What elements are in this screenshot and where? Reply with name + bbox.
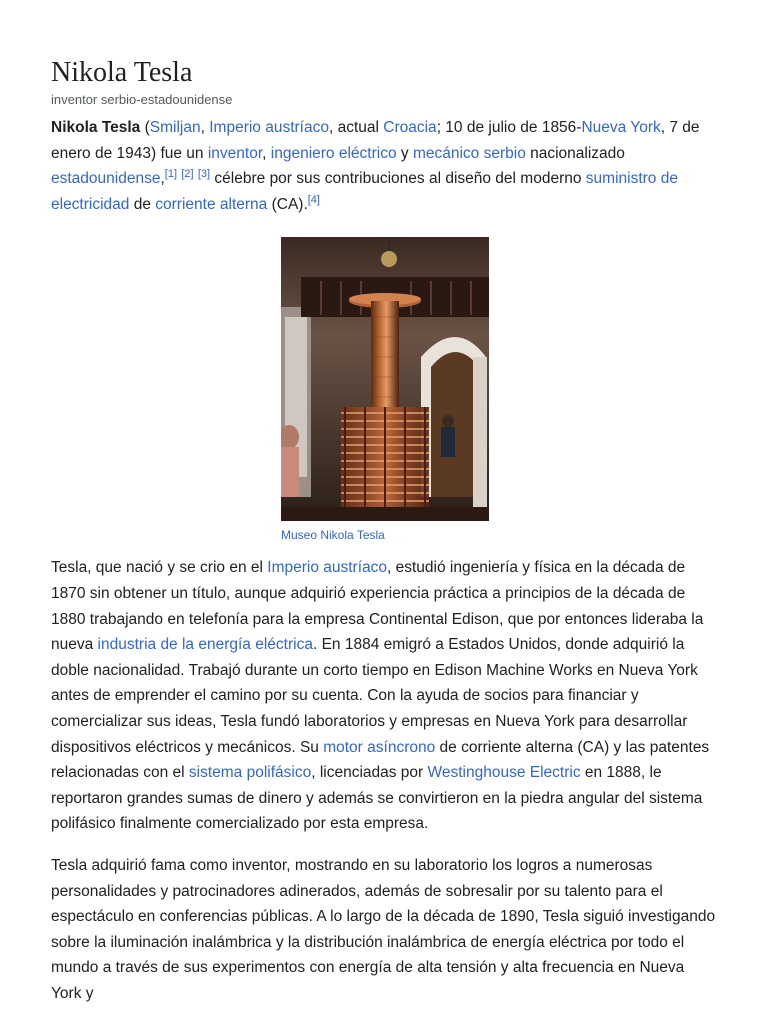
reference-link-1[interactable]: [1]	[164, 168, 178, 181]
link-motor-asincrono[interactable]: motor asíncrono	[323, 738, 436, 756]
lead-paragraph	[51, 115, 717, 217]
tesla-coil-photo[interactable]	[281, 237, 489, 521]
link-estadounidense[interactable]: estadounidense	[51, 170, 161, 188]
text-span: nacionalizado	[525, 144, 625, 162]
text-span: , estudió ingeniería y física en la década de 1870 sin obtener un título, aunque adquirió experiencia práctica a principios de la década de 1880 trabajando en telefonía para la empresa Continental Edison, que por entonces lideraba la nueva	[51, 559, 704, 654]
link-mecanico-serbio[interactable]: mecánico serbio	[412, 144, 526, 162]
paragraph-2	[51, 555, 717, 837]
reference-4	[308, 194, 320, 206]
text-span: de	[129, 195, 156, 213]
text-span: en 1888, le reportaron grandes sumas de dinero y además se convirtieron en la piedra angular del sistema polifásico finalmente comercializado por esta empresa.	[51, 764, 703, 833]
link-corriente-alterna[interactable]: corriente alterna	[155, 195, 268, 213]
text-span: . En 1884 emigró a Estados Unidos, donde adquirió la doble nacionalidad. Trabajó durante un corto tiempo en Edison Machine Works en Nueva York antes de emprender el camino por su cuenta. Con la ayuda de socios para financiar y comercializar sus ideas, Tesla fundó laboratorios y empresas en Nueva York para desarrollar dispositivos eléctricos y mecánicos. Su	[51, 636, 698, 756]
link-smiljan[interactable]: Smiljan	[149, 119, 201, 136]
reference-3	[198, 168, 210, 180]
link-ingeniero-electrico[interactable]: ingeniero eléctrico	[270, 144, 397, 162]
link-suministro-electricidad[interactable]: suministro de electricidad	[51, 170, 678, 213]
text-span: célebre por sus contribuciones al diseño del moderno	[214, 170, 586, 188]
text-span: , licenciadas por	[311, 764, 428, 782]
paragraph-3: Tesla adquirió fama como inventor, mostrando en su laboratorio los logros a numerosas personalidades y patrocinadores adinerados, además de sobresalir por su talento para el espectáculo en conferencias públicas. A lo largo de la década de 1890, Tesla siguió investigando sobre la iluminación inalámbrica y la distribución inalámbrica de energía eléctrica por todo el mundo a través de sus experimentos con energía de alta tensión y alta frecuencia en Nueva York y	[51, 856, 716, 1002]
text-span: y	[396, 144, 413, 162]
text-span: ,	[200, 119, 210, 136]
page-title: Nikola Tesla	[51, 57, 193, 88]
reference-2	[181, 168, 193, 180]
text-span: ,	[262, 144, 271, 162]
link-westinghouse-electric[interactable]: Westinghouse Electric	[427, 764, 581, 782]
link-croacia[interactable]: Croacia	[383, 119, 437, 136]
reference-1	[165, 168, 177, 180]
link-sistema-polifasico[interactable]: sistema polifásico	[188, 764, 312, 782]
text-span: Tesla, que nació y se crio en el	[51, 559, 268, 577]
text-span: (CA).	[267, 195, 308, 213]
link-industria-energia-electrica[interactable]: industria de la energía eléctrica	[97, 636, 313, 654]
link-inventor[interactable]: inventor	[207, 144, 263, 162]
reference-link-2[interactable]: [2]	[181, 168, 194, 181]
text-span: , 7 de enero de 1943) fue un	[51, 119, 700, 162]
text-span: ,	[160, 170, 165, 188]
link-nueva-york[interactable]: Nueva York	[581, 119, 661, 136]
link-imperio-austriaco-2[interactable]: Imperio austríaco	[267, 559, 388, 577]
figure-caption[interactable]: Museo Nikola Tesla	[281, 528, 385, 543]
text-span: , actual	[328, 119, 384, 136]
figure	[281, 237, 489, 543]
text-span: de corriente alterna (CA) y las patentes relacionadas con el	[51, 738, 710, 782]
page-subtitle: inventor serbio-estadounidense	[51, 92, 233, 107]
link-imperio-austriaco[interactable]: Imperio austríaco	[209, 119, 329, 136]
reference-link-4[interactable]: [4]	[307, 193, 320, 206]
reference-link-3[interactable]: [3]	[197, 168, 211, 181]
text-span: ; 10 de julio de 1856-	[436, 119, 582, 136]
text-span: (	[140, 119, 150, 136]
bold-name: Nikola Tesla	[51, 119, 141, 136]
